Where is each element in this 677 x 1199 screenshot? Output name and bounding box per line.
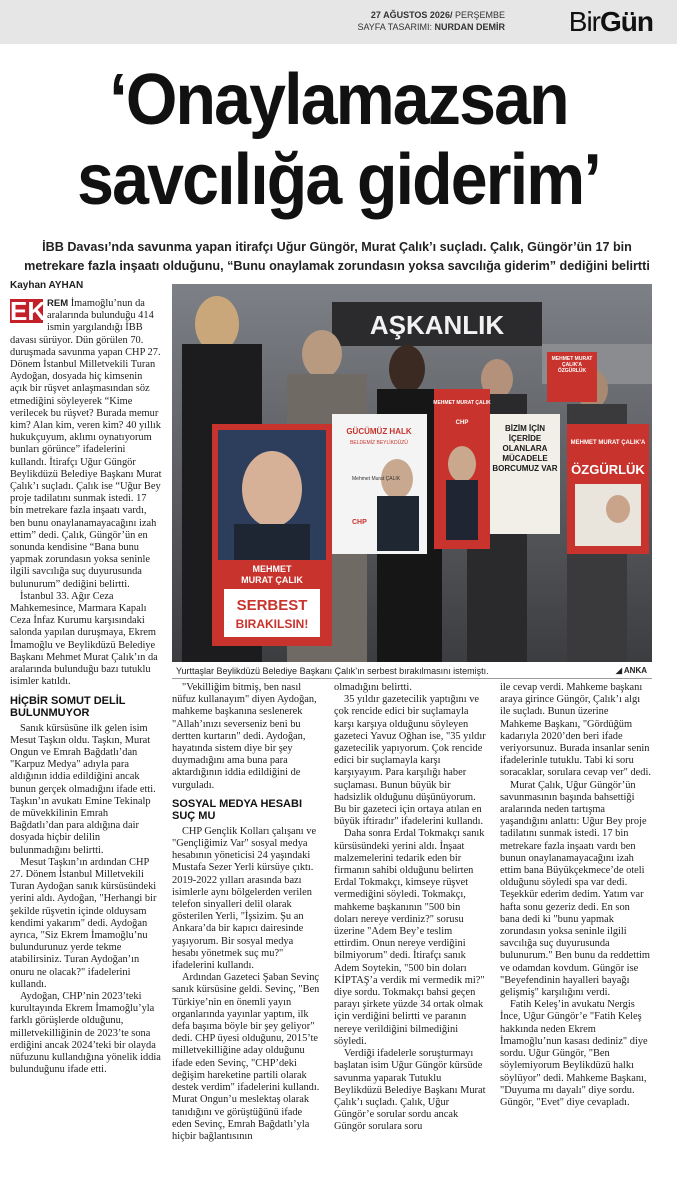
poster5-big: ÖZGÜRLÜK — [571, 462, 645, 477]
col1-p3: Sanık kürsüsüne ilk gelen isim Mesut Taşkın oldu. Taşkın, Murat Ongun ve Emrah Bağdatlı’dan "Karpuz Medya" adıyla para aldığının iddia edildiğini ancak bunun gerçek olmadığını ifade etti. Taşkın’ın avukatı Emine Tekinalp de müvekkilinin Emrah Bağdatlı’dan para aldığına dair dosyada hiçbir delilin bulunmadığını belirtti. — [10, 722, 156, 856]
photo-caption: Yurttaşlar Beylikdüzü Belediye Başkanı Çalık’ın serbest bırakılmasını istemiştı. — [176, 666, 489, 676]
news-photo — [172, 284, 652, 662]
col4-p2: Murat Çalık, Uğur Güngör’ün savunmasının başında bahsettiği aralarında neden tartışma yaşandığını anlattı: Uğur Bey proje tadilatını sunmak istedi. 17 bin metrekare fazla inşaatı vardı ben bunun onaylanamayacağını izah ettim bana Büyükçekmece’de oteli olduğunu söyledi spa var dedi. Teşekkür ederim dedim. Yatım var hafta sonu gezeriz dedi. En son bana dedi ki "bunu yapmak zorundasın yoksa seninle ilgili savcılığa suç duyurusunda bulunurum." Ben bunu da reddettim ve odamdan kovdum. Güngör ise "Beyefendinin hayalleri bayağı gelişmiş" karşılığını verdi. — [500, 779, 650, 999]
design-label: SAYFA TASARIMI: — [357, 22, 432, 32]
day-text: PERŞEMBE — [454, 10, 505, 20]
poster2-sub: BELDEMİZ BEYLİKDÜZÜ — [350, 440, 408, 446]
col3-p1: olmadığını belirtti. — [334, 682, 412, 693]
col2-p3: Ardından Gazeteci Şaban Sevinç sanık kürsüsine geldi. Sevinç, "Ben Türkiye’nin en önemli yayın organlarında yayınlar yaptım, ilk defa başıma böyle bir şey geliyor" dedi. CHP üyesi olduğunu, 2015’te milletvekilliğine aday olduğunu ifade eden Sevinç, "CHP’deki değişim hareketine partili olarak destek verdim" ifadelerini kullandı. Murat Ongun’u meslektaş olarak tanıdığını ve görüştüğünü ifade eden Sevinç, Emrah Bağdatlı’yla hiçbir bağlantısının — [172, 972, 320, 1142]
col1-p5: Aydoğan, CHP’nin 2023’teki kurultayında Ekrem İmamoğlu’yla farklı görüşlerde olduğunu, milletvekilliğinin de 2023’te sona erdiğini ancak 2024’teki bir olayda nüfuzunu kullandığına yönelik iddia bulunduğunu ifade etti. — [10, 990, 161, 1076]
poster-serbest-birakilsin — [212, 424, 332, 646]
drop-cap: EK — [10, 296, 47, 326]
poster3-top: MEHMET MURAT ÇALIK — [433, 400, 491, 406]
poster2-top: GÜCÜMÜZ HALK — [346, 427, 412, 436]
birgun-logo — [569, 6, 653, 38]
article-column-4 — [500, 682, 652, 1109]
poster-mehmet-murat-calik — [433, 389, 491, 549]
article-column-1 — [10, 298, 162, 1076]
article-column-2 — [172, 682, 320, 1143]
photo-credit — [616, 666, 647, 675]
credit-icon: ◢ — [615, 666, 624, 675]
lead-bold: REM — [47, 298, 69, 309]
col3-p2: 35 yıldır gazetecilik yaptığını ve çok rencide edici bir suçlamayla karşı karşıya olduğunu söyleyen gazeteci Yavuz Oğhan ise, "35 yıldır gazetecilik yapıyorum. Çok rencide edici bir suçlamayla karşı karşıyayım. Para karşılığı haber suçlaması. Bunun büyük bir hadsizlik olduğunu düşünüyorum. Bu bir gazeteci için ortaya atılan en büyük iftiradır" ifadelerini kullandı. — [334, 694, 486, 828]
col2-p2: CHP Gençlik Kolları çalışanı ve "Gençliğimiz Var" sosyal medya hesabının yöneticisi 24 yaşındaki Mustafa Sezer Yerli kürsüye çıktı. 2019-2022 yılları arasında bazı isimlerle aynı bölgelerden verilen telefon sinyalleri delil olarak gösterilen Yerli, "İşsizim. Şu an Ankara’da bir kapıcı dairesinde yaşıyorum. Bir sosyal medya hesabı yönetmek suç mu?" ifadelerini kullandı. — [172, 825, 317, 972]
col4-p1: ile cevap verdi. Mahkeme başkanı araya girince Güngör, Çalık’ı algı ile suçladı. Bunun üzerine Mahkeme Başkanı, "Gördüğüm kadarıyla 2020’den beri ifade veriyorsunuz. Burada insanlar senin ifadelerinle tutuklu. Tabi ki soru soracaklar, sorulara cevap ver" dedi. — [500, 682, 651, 779]
poster2-party: CHP — [352, 519, 367, 526]
subheading-2: SOSYAL MEDYA HESABI SUÇ MU — [172, 797, 303, 823]
headline — [27, 60, 650, 220]
date-text: 27 AĞUSTOS 2026 — [370, 10, 450, 20]
poster-gucumuz-halk — [332, 414, 427, 554]
poster1-name1: MEHMET — [252, 564, 292, 574]
poster-ozgurluk — [567, 424, 649, 554]
headline-line-1: ‘Onaylamazsan — [109, 60, 568, 140]
logo-part-2: Gün — [600, 6, 653, 37]
poster4-text: BİZİM İÇİN İÇERİDE OLANLARA MÜCADELE BORCUMUZ VAR — [492, 424, 558, 473]
poster1-name2: MURAT ÇALIK — [241, 575, 303, 585]
poster-mucadele-borcumuz — [490, 414, 560, 534]
col1-p1: İmamoğlu’nun da aralarında bulunduğu 414 ismin yargılandığı İBB davası sürüyor. Dün görülen 70. duruşmada savunma yapan CHP 27. Dönem İstanbul Milletvekili Turan Aydoğan, dosyada hiç kimsenin açık bir rüşvet anlaşmasından söz etmediğini söyleyerek “Kime verilecek bu rüşvet? Burada memur kim? Alan kim, veren kim? 40 yıllık hukukçuyum, aklımı oynatıyorum bunları görünce” ifadelerini kullandı. İtirafçı Uğur Güngör Beylikdüzü Belediye Başkanı Murat Çalık’ı suçladı. Çalık ise “Uğur Bey proje tadilatını sunmak istedi. 17 bin metrekare fazla inşaatı vardı, ben bunu onaylanamayacağını izah ettim” dedi. Çalık, Güngör’ün en sonunda kendisine “Bana bunu yapmak zorundasın yoksa seninle ilgili savcılığa suç duyurusunda bulunurum” dediğini belirtti. — [10, 298, 162, 590]
building-sign: AŞKANLIK — [369, 310, 505, 340]
headline-line-2: savcılığa giderim’ — [77, 140, 600, 220]
col4-p3: Fatih Keleş’in avukatu Nergis İnce, Uğur Güngör’e "Fatih Keleş hakkında neden Ekrem İmamoğlu’nun kasası dediniz" diye sordu. Uğur Güngör, "Ben söylemiyorum Beylikdüzü halkı söylüyor" dedi. Mahkeme Başkanı, "Duyuma mı dayalı" diye sordu. Güngör, "Evet" diye cevapladı. — [500, 999, 648, 1108]
page-header-bar — [0, 0, 677, 44]
poster6-text: MEHMET MURAT ÇALIK'A ÖZGÜRLÜK — [551, 356, 593, 374]
designer-name: NURDAN DEMİR — [434, 22, 505, 32]
col1-p4: Mesut Taşkın’ın ardından CHP 27. Dönem İstanbul Milletvekili Turan Aydoğan sanık kürsüsündeki yerini aldı. Aydoğan, "Herhangi bir şekilde rüşvetin içinde olduysam kendimi yakarım" dedi. Aydoğan ayrıca, "Siz Ekrem İmamoğlu’nu bulundurunuz yerde tekme atabilirsiniz. Turan Aydoğan’ın onuru ne olacak?" ifadelerini kullandı. — [10, 856, 157, 990]
col1-p2: İstanbul 33. Ağır Ceza Mahkemesince, Marmara Kapalı Ceza İnfaz Kurumu karşısındaki salonda yapılan duruşmaya, Ekrem İmamoğlu ve Beylikdüzü Belediye Başkanı Mehmet Murat Çalık’ın da aralarında bulunduğu bazı tutuklu isimler katıldı. — [10, 590, 158, 688]
col3-p4: Verdiği ifadelerle soruşturmayı başlatan isim Uğur Güngör kürsüde savunma yaparak Tutuklu Beylikdüzü Belediye Başkanı Murat Çalık’ı suçladı. Çalık, Uğur Güngör’e sorular sordu ancak Güngör sorulara soru — [334, 1048, 486, 1133]
poster2-name: Mehmet Murat ÇALIK — [352, 476, 401, 482]
col3-p3: Daha sonra Erdal Tokmakçı sanık kürsüsündeki yerini aldı. İnşaat malzemelerini tedarik eden bir firmanın sahibi olduğunu belirten Erdal Tokmakçı, kimseye rüşvet vermediğini söyledi. Tokmakçı, mahkeme başkanının "500 bin doları nereye verdiniz?" sorusu üzerine "Adem Bey’e teslim ettirdim. Onun nereye verdiğini bilmiyorum" dedi. İtirafçı sanık Adem Soytekin, "500 bin doları KİPTAŞ’a verdik mi vermedik mi?" diye sordu. Tokmakçı bahsi geçen parayı şirkete yüzde 34 ortak olmak için verdiğini belirtti ve paranın nereye verildiğini bilmediğini söyledi. — [334, 828, 485, 1047]
protest-photo-illustration — [172, 284, 652, 662]
credit-text: ANKA — [623, 666, 647, 675]
subheading-1: HİÇBİR SOMUT DELİL BULUNMUYOR — [10, 694, 126, 719]
logo-part-1: Bir — [568, 6, 600, 37]
byline: Kayhan AYHAN — [10, 280, 84, 291]
article-column-3 — [334, 682, 486, 1134]
spot-text: İBB Davası’nda savunma yapan itirafçı Uğur Güngör, Murat Çalık’ı suçladı. Çalık, Güngör’ün 17 bin metrekare fazla inşaatı olduğunu, “Bunu onaylamak zorundasın yoksa savcılığa giderim” dediğini belirtti — [24, 240, 650, 273]
poster1-slogan2: BIRAKILSIN! — [235, 617, 309, 631]
issue-date: 27 AĞUSTOS 2026/ PERŞEMBE SAYFA TASARIMI: NURDAN DEMİR — [357, 10, 505, 32]
poster3-party: CHP — [455, 420, 469, 426]
caption-rule — [172, 678, 652, 679]
poster1-slogan1: SERBEST — [236, 597, 308, 614]
poster5-top: MEHMET MURAT ÇALIK'A — [570, 440, 646, 446]
poster-ozgurluk-small — [547, 352, 597, 402]
col2-p1: "Vekilliğim bitmiş, ben nasıl nüfuz kullanayım" diyen Aydoğan, mahkeme başkanına seslenerek "Allah’ınızı severseniz beni bu dertten kurtarın" dedi. Aydoğan, hayatında sistem diye bir şey duymadığını ama buna para aktardığının iddia edildiğini de vurguladı. — [172, 682, 317, 791]
